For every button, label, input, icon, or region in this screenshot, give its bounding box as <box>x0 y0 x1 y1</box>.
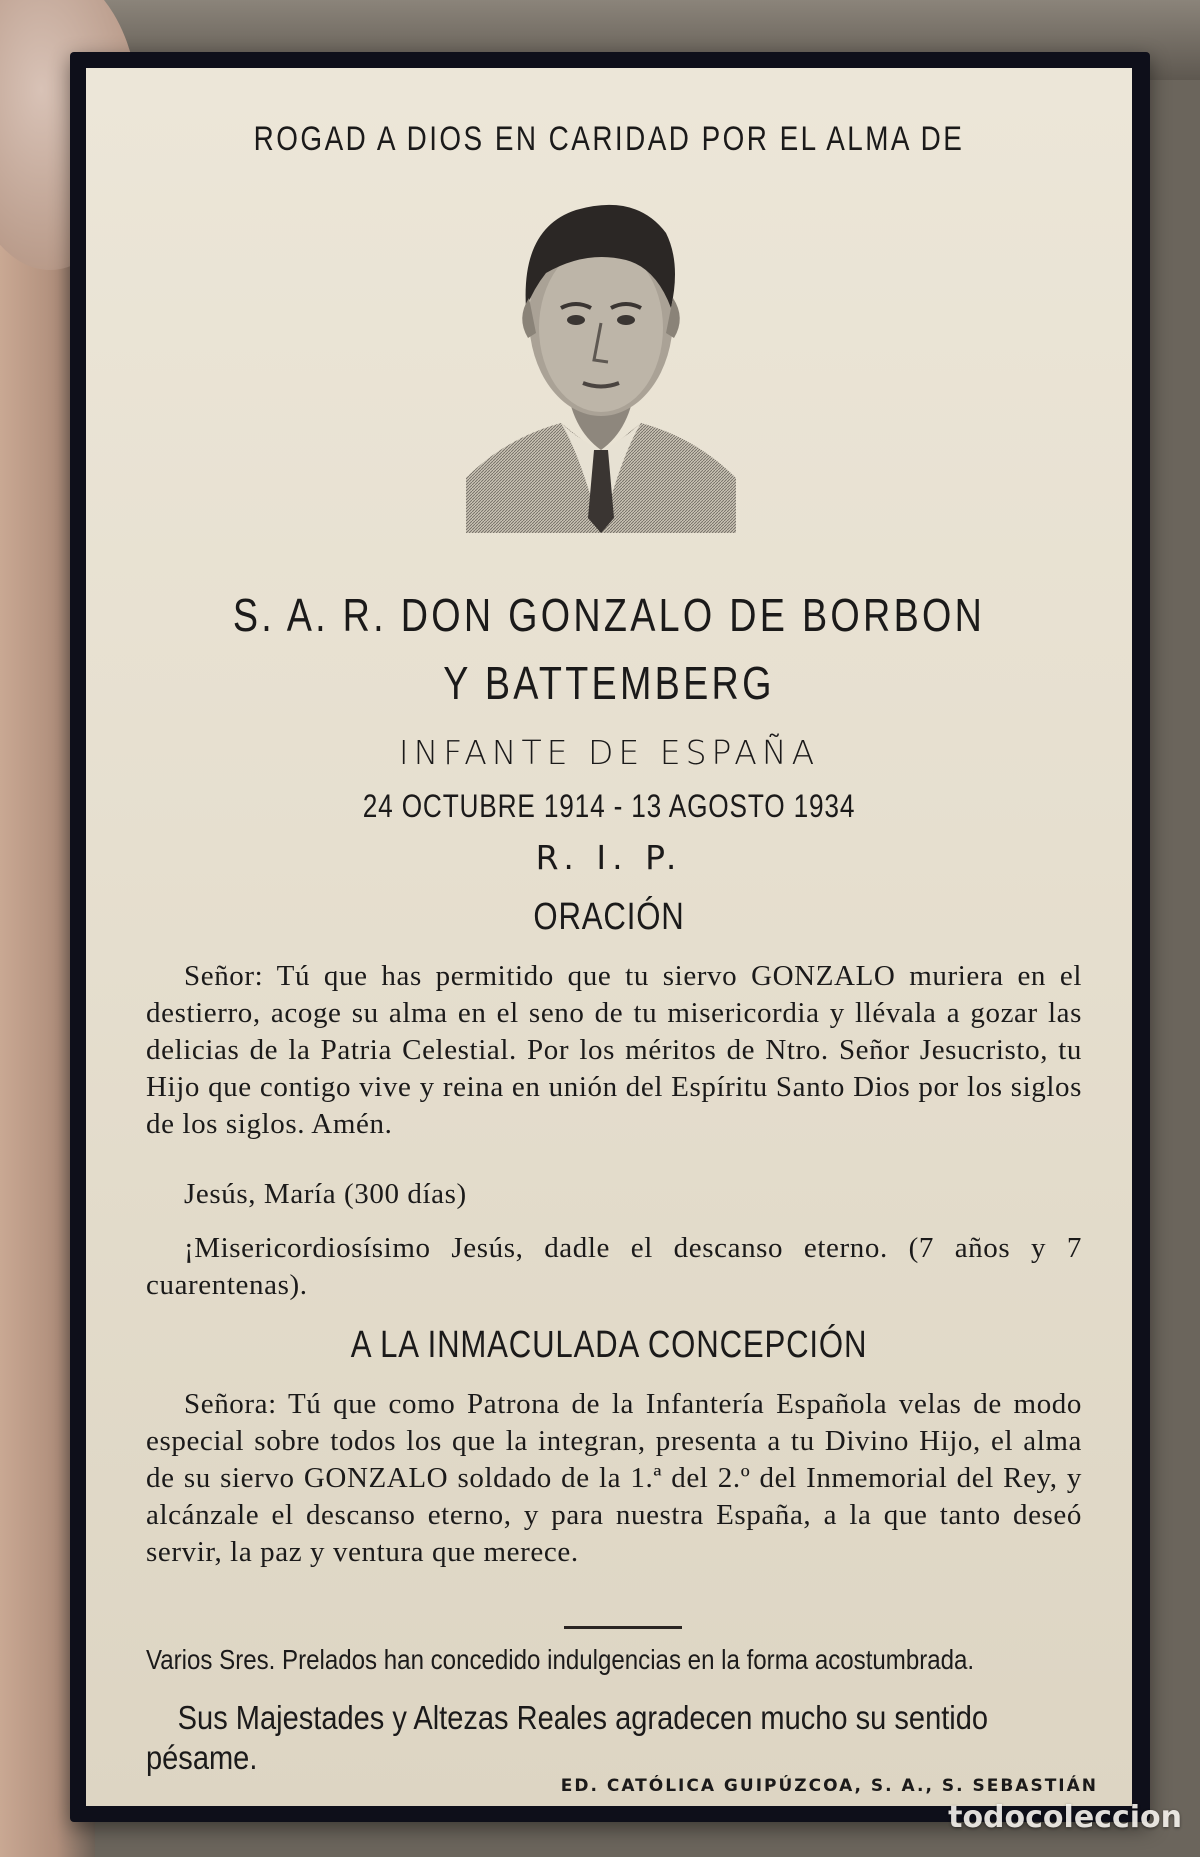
name-line-1: S. A. R. DON GONZALO DE BORBON <box>232 589 986 641</box>
memorial-card <box>70 52 1150 1822</box>
watermark: todocoleccion <box>948 1800 1182 1835</box>
printer-credit: ED. CATÓLICA GUIPÚZCOA, S. A., S. SEBASTIÁN <box>560 1776 1098 1796</box>
devotion-jesus-maria: Jesús, María (300 días) <box>184 1178 467 1210</box>
portrait-image <box>466 188 736 533</box>
title-infante: INFANTE DE ESPAÑA <box>398 733 820 772</box>
divider <box>564 1626 682 1629</box>
rip: R. I. P. <box>535 838 683 877</box>
inmaculada-heading: A LA INMACULADA CONCEPCIÓN <box>350 1324 868 1366</box>
closing-text: Sus Majestades y Altezas Reales agradecen mucho su sentido pésame. <box>146 1699 989 1776</box>
indulgences-note: Varios Sres. Prelados han concedido indulgencias en la forma acostumbrada. <box>146 1644 975 1675</box>
name-line-2: Y BATTEMBERG <box>443 657 775 709</box>
inmaculada-paragraph: Señora: Tú que como Patrona de la Infantería Española velas de modo especial sobre todos los que la integran, presenta a tu Divino Hijo, el alma de su siervo GONZALO soldado de la 1.ª del 2.º del Inmemorial del Rey, y alcánzale el descanso eterno, y para nuestra España, a la que tanto deseó servir, la paz y ventura que merece. <box>146 1388 1082 1568</box>
devotion-misericordiosisimo: ¡Misericordiosísimo Jesús, dadle el descanso eterno. (7 años y 7 cuarentenas). <box>146 1232 1082 1301</box>
inmaculada-text <box>146 1386 1082 1571</box>
card-header: ROGAD A DIOS EN CARIDAD POR EL ALMA DE <box>253 120 965 158</box>
dates: 24 OCTUBRE 1914 - 13 AGOSTO 1934 <box>362 788 856 824</box>
card-face <box>86 68 1132 1806</box>
oracion-text <box>146 958 1082 1143</box>
oracion-heading: ORACIÓN <box>533 896 685 938</box>
oracion-paragraph: Señor: Tú que has permitido que tu siervo GONZALO muriera en el destierro, acoge su alma en el seno de tu misericordia y llévala a gozar las delicias de la Patria Celestial. Por los méritos de Ntro. Señor Jesucristo, tu Hijo que contigo vive y reina en unión del Espíritu Santo Dios por los siglos de los siglos. Amén. <box>146 960 1082 1140</box>
